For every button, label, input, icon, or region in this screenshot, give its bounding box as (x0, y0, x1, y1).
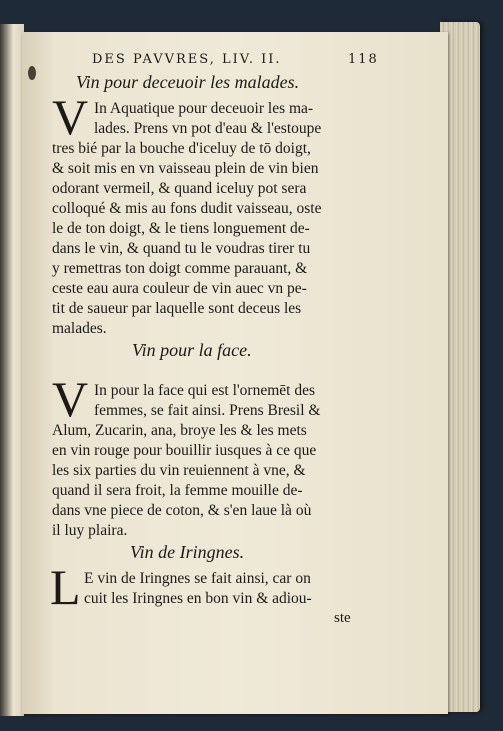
book-binding (0, 24, 24, 716)
section-title: Vin pour deceuoir les malades. (76, 72, 300, 92)
text-line: In Aquatique pour deceuoir les ma- (94, 100, 314, 117)
text-line: y remettras ton doigt comme parauant, & (52, 260, 308, 277)
text-line: & soit mis en vn vaisseau plein de vin bien (52, 160, 319, 177)
book-page (22, 32, 448, 714)
text-line: dans le vin, & quand tu le voudras tirer tu (52, 240, 311, 257)
section-title: Vin de Iringnes. (130, 542, 245, 562)
section-title: Vin pour la face. (132, 340, 252, 360)
text-line: cuit les Iringnes en bon vin & adiou- (84, 590, 312, 607)
text-line: il luy plaira. (52, 522, 128, 539)
drop-cap: L (50, 559, 81, 615)
drop-cap: V (52, 89, 89, 145)
text-line: malades. (52, 320, 107, 337)
text-line: Alum, Zucarin, ana, broye les & les mets (52, 422, 307, 439)
text-line: quand il sera froit, la femme mouille de- (52, 482, 303, 499)
text-line: femmes, se fait ainsi. Prens Bresil & (94, 402, 321, 419)
running-title: DES PAVVRES, LIV. II. (92, 52, 282, 67)
text-line: les six parties du vin reuiennent à vne, & (52, 462, 306, 479)
text-line: lades. Prens vn pot d'eau & l'estoupe (94, 120, 322, 137)
page-number: 118 (348, 52, 379, 67)
text-line: tit de saueur par laquelle sont deceus les (52, 300, 302, 317)
text-line: In pour la face qui est l'ornemēt des (94, 382, 316, 399)
text-line: le de ton doigt, & le tiens longuement de- (52, 220, 310, 237)
catchword: ste (334, 610, 351, 626)
text-line: dans vne piece de coton, & s'en laue là où (52, 502, 312, 519)
text-line: colloqué & mis au fons dudit vaisseau, oste (52, 200, 322, 217)
text-line: E vin de Iringnes se fait ainsi, car on (84, 570, 311, 587)
text-line: odorant vermeil, & quand iceluy pot sera (52, 180, 307, 197)
text-line: tres bié par la bouche d'iceluy de tō doigt, (52, 140, 311, 157)
text-line: en vin rouge pour bouillir iusques à ce que (52, 442, 317, 459)
ink-blot (28, 66, 36, 80)
text-line: ceste eau aura couleur de vin auec vn pe- (52, 280, 307, 297)
drop-cap: V (52, 371, 89, 427)
